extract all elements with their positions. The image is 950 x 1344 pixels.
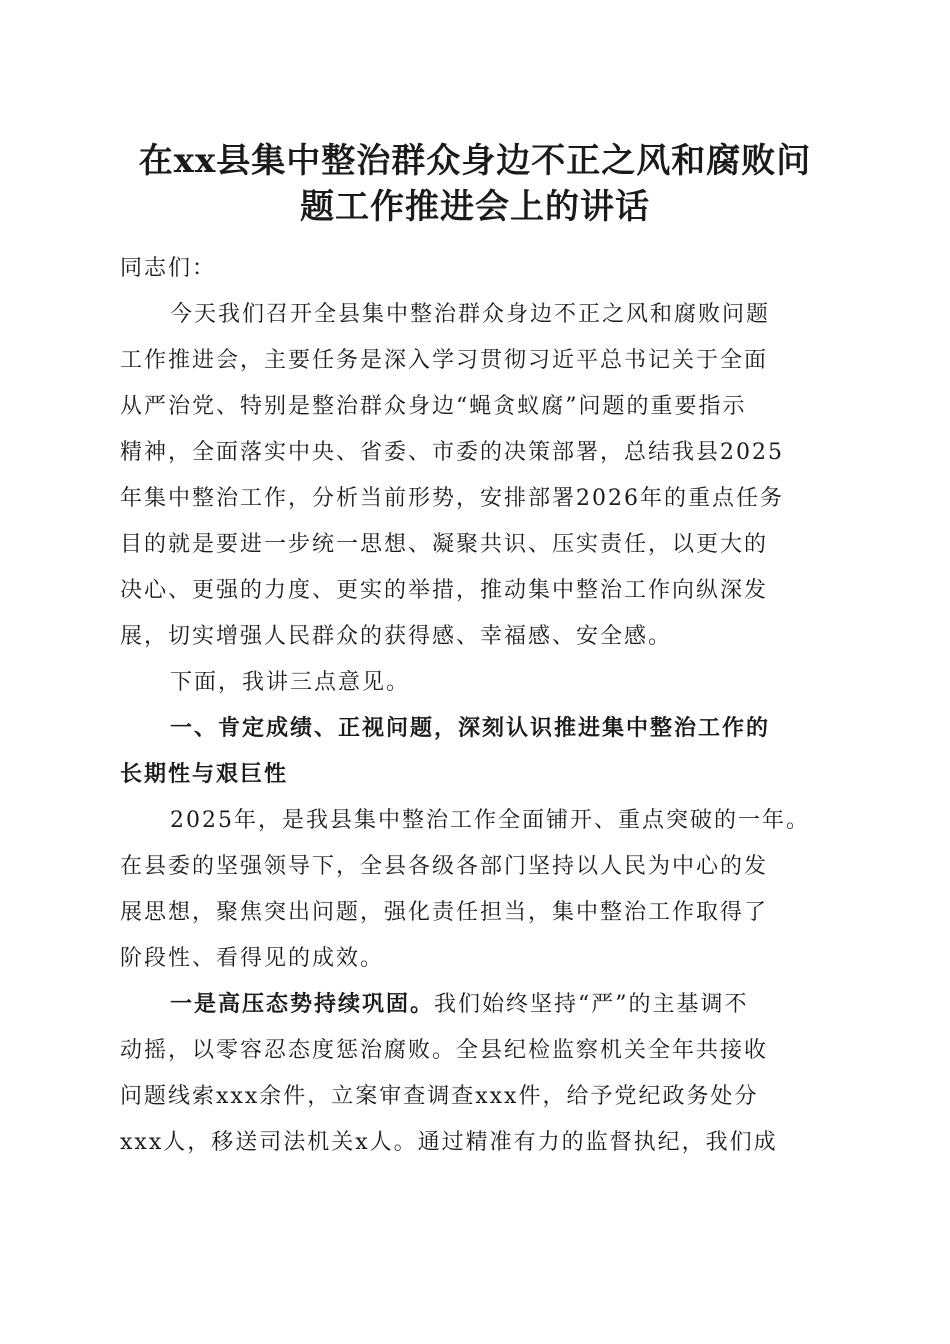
paragraph-line: 问题线索xxx余件，立案审查调查xxx件，给予党纪政务处分 [120, 1084, 759, 1109]
paragraph-line: 年集中整治工作，分析当前形势，安排部署2026年的重点任务 [120, 486, 784, 511]
point-lead: 一是高压态势持续巩固。 [170, 992, 435, 1017]
paragraph-point-1: 一是高压态势持续巩固。我们始终坚持“严”的主基调不 动摇，以零容忍态度惩治腐败。全县纪检监察机关全年共接收 问题线索xxx余件，立案审查调查xxx件，给予党纪政务处分 xxx人，移送司法机关x人。通过精准有力的监督执纪，我们成 [120, 982, 840, 1166]
paragraph-line: 精神，全面落实中央、省委、市委的决策部署，总结我县2025 [120, 440, 784, 465]
paragraph-line: 展思想，聚焦突出问题，强化责任担当，集中整治工作取得了 [120, 900, 769, 925]
paragraph-line: 动摇，以零容忍态度惩治腐败。全县纪检监察机关全年共接收 [120, 1038, 769, 1063]
paragraph-line: 在县委的坚强领导下，全县各级各部门坚持以人民为中心的发 [120, 854, 769, 879]
title-line-2: 题工作推进会上的讲话 [300, 187, 650, 227]
paragraph-line: 2025年，是我县集中整治工作全面铺开、重点突破的一年。 [170, 808, 810, 833]
paragraph-line: 今天我们召开全县集中整治群众身边不正之风和腐败问题 [170, 302, 771, 327]
paragraph-line: 阶段性、看得见的成效。 [120, 946, 385, 971]
paragraph-transition: 下面，我讲三点意见。 [170, 670, 411, 695]
paragraph-intro [120, 292, 840, 660]
salutation: 同志们： [120, 256, 217, 281]
paragraph-line: 工作推进会，主要任务是深入学习贯彻习近平总书记关于全面 [120, 348, 769, 373]
paragraph-line: 决心、更强的力度、更实的举措，推动集中整治工作向纵深发 [120, 578, 769, 603]
paragraph-2025-summary [120, 798, 840, 982]
title-line-1: 在xx县集中整治群众身边不正之风和腐败问 [138, 141, 812, 181]
document-body [120, 246, 840, 1166]
paragraph-line: 从严治党、特别是整治群众身边“蝇贪蚁腐”问题的重要指示 [120, 394, 747, 419]
section-heading-1: 一、肯定成绩、正视问题，深刻认识推进集中整治工作的 长期性与艰巨性 [120, 716, 771, 787]
paragraph-line: xxx人，移送司法机关x人。通过精准有力的监督执纪，我们成 [120, 1130, 778, 1155]
paragraph-line: 目的就是要进一步统一思想、凝聚共识、压实责任，以更大的 [120, 532, 769, 557]
document-title [100, 138, 850, 230]
paragraph-line: 展，切实增强人民群众的获得感、幸福感、安全感。 [120, 624, 673, 649]
